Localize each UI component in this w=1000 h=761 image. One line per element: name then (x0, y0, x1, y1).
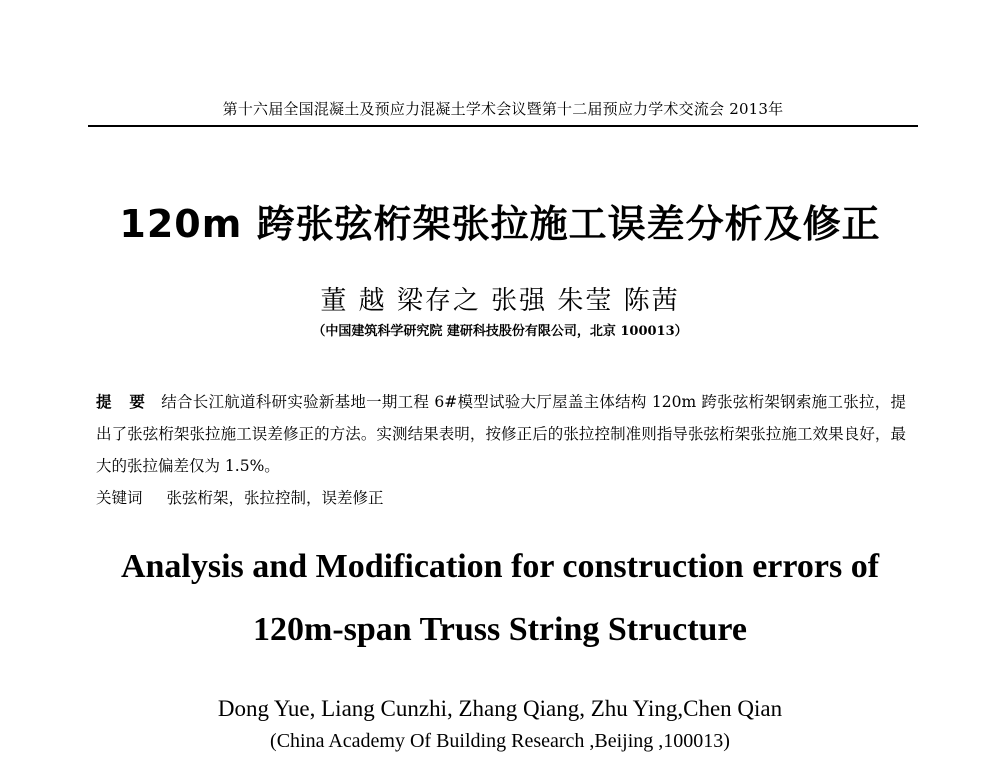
conference-header: 第十六届全国混凝土及预应力混凝土学术会议暨第十二届预应力学术交流会 2013年 (222, 100, 784, 118)
chinese-affiliation: （中国建筑科学研究院 建研科技股份有限公司，北京 100013） (312, 324, 688, 339)
header-divider (88, 125, 918, 127)
english-title-line-1: Analysis and Modification for construction errors of (120, 548, 880, 585)
keywords-text: 张弦桁架，张拉控制，误差修正 (166, 489, 384, 507)
keywords (96, 482, 906, 514)
english-title-line-2: 120m-span Truss String Structure (253, 611, 747, 648)
english-affiliation: (China Academy Of Building Research ,Beijing ,100013) (270, 730, 730, 752)
english-authors: Dong Yue, Liang Cunzhi, Zhang Qiang, Zhu Ying,Chen Qian (217, 696, 783, 721)
keywords-label: 关键词 (96, 489, 143, 507)
abstract-label: 提 要 (96, 392, 152, 411)
abstract-text: 结合长江航道科研实验新基地一期工程 6#模型试验大厅屋盖主体结构 120m 跨张弦桁架钢索施工张拉，提出了张弦桁架张拉施工误差修正的方法。实测结果表明，按修正后的张拉控制准则指导张弦桁架张拉施工效果良好，最大的张拉偏差仅为 1.5%。 (96, 393, 906, 475)
chinese-authors: 董 越 梁存之 张强 朱莹 陈茜 (320, 286, 680, 316)
abstract (96, 386, 906, 482)
chinese-title: 120m 跨张弦桁架张拉施工误差分析及修正 (119, 202, 881, 246)
